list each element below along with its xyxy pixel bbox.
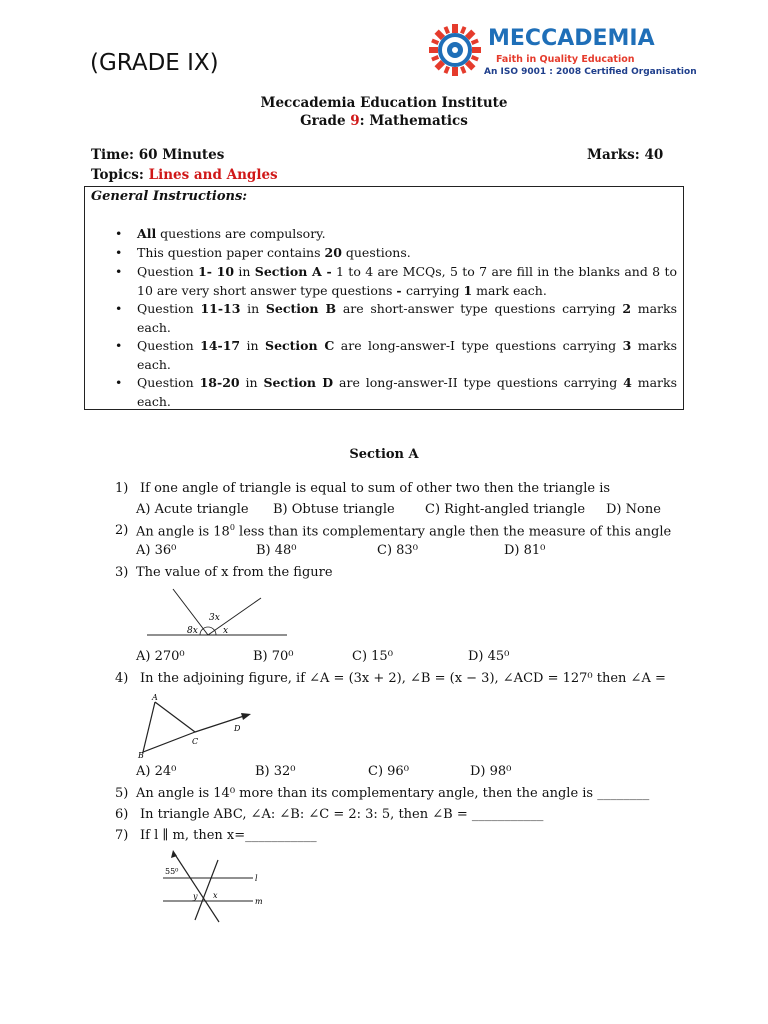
text: in — [234, 264, 255, 279]
bold-text: Section D — [263, 375, 334, 390]
bold-text: 1 — [463, 282, 473, 298]
topics-line — [91, 167, 278, 183]
bold-text: 14-17 — [200, 338, 241, 353]
subject-line — [0, 113, 768, 129]
label-x: x — [223, 626, 229, 636]
label-l: l — [255, 874, 258, 883]
option-b: B) 32⁰ — [255, 764, 296, 779]
instruction-item — [115, 374, 677, 411]
label-m: m — [255, 897, 263, 906]
label-55: 55⁰ — [165, 867, 179, 876]
label-c: C — [192, 737, 199, 746]
text: in — [240, 338, 266, 353]
question-number: 6) — [115, 807, 129, 822]
subject-grade: 9 — [350, 113, 360, 129]
text: questions are compulsory. — [156, 226, 326, 241]
q3-figure — [145, 585, 290, 640]
bold-text: All — [137, 226, 157, 241]
text: are short-answer type questions carrying — [336, 301, 623, 316]
question-number: 5) — [115, 786, 129, 801]
label-3x: 3x — [209, 613, 220, 623]
marks-label: Marks: 40 — [587, 147, 664, 163]
label-y: y — [193, 892, 198, 901]
text: An angle is 18 — [136, 524, 230, 540]
bullet-icon: • — [115, 301, 123, 316]
label-8x: 8x — [187, 626, 198, 636]
instructions-box — [84, 186, 684, 410]
subject-prefix: Grade — [300, 113, 351, 129]
transversal-1 — [174, 853, 219, 922]
text: Question — [137, 338, 201, 353]
option-a: A) 36⁰ — [136, 543, 177, 558]
label-a: A — [152, 693, 158, 702]
bullet-icon: • — [115, 226, 123, 241]
question-text — [136, 523, 671, 539]
question-number: 7) — [115, 828, 129, 843]
question-text: In triangle ABC, ∠A: ∠B: ∠C = 2: 3: 5, then ∠B = ___________ — [140, 807, 544, 822]
option-c: C) 96⁰ — [368, 764, 409, 779]
bold-text: Section C — [265, 338, 335, 353]
text: This question paper contains — [137, 245, 325, 260]
text: marks each. — [137, 375, 677, 409]
text: mark each. — [472, 282, 547, 298]
option-b: B) Obtuse triangle — [273, 502, 395, 517]
instruction-item — [115, 244, 677, 263]
option-a: A) Acute triangle — [136, 502, 249, 517]
bullet-icon: • — [115, 245, 123, 260]
question-number: 4) — [115, 671, 129, 686]
label-d: D — [234, 724, 241, 733]
option-a: A) 24⁰ — [136, 764, 177, 779]
option-c: C) Right-angled triangle — [425, 502, 586, 517]
institute-name: Meccademia Education Institute — [260, 95, 508, 111]
meccademia-logo — [428, 16, 697, 86]
instruction-item — [115, 263, 678, 300]
option-d: D) 81⁰ — [504, 543, 546, 558]
bullet-icon: • — [115, 375, 123, 390]
arrow-head-icon — [241, 713, 251, 720]
text: marks each. — [137, 338, 678, 372]
question-number: 3) — [115, 565, 129, 580]
logo-name: MECCADEMIA — [488, 26, 655, 51]
text: 1 to 4 are MCQs, 5 to 7 are fill in the blanks and 8 to 10 are very short answer type questions — [137, 264, 678, 298]
text: Question — [137, 264, 199, 279]
label-x: x — [213, 891, 218, 900]
q7-figure — [155, 850, 265, 925]
question-text: An angle is 14⁰ more than its complementary angle, then the angle is ________ — [136, 786, 650, 801]
option-c: C) 15⁰ — [352, 649, 393, 664]
bold-text: 20 — [324, 245, 342, 260]
bold-text: 3 — [622, 338, 632, 353]
option-d: D) 45⁰ — [468, 649, 510, 664]
question-text: In the adjoining figure, if ∠A = (3x + 2), ∠B = (x − 3), ∠ACD = 127⁰ then ∠A = — [140, 671, 666, 686]
logo-iso: An ISO 9001 : 2008 Certified Organisation — [484, 67, 697, 77]
text: are long-answer-I type questions carrying — [334, 338, 623, 353]
text: Question — [137, 375, 200, 390]
text: questions. — [341, 245, 411, 260]
text: marks each. — [137, 301, 678, 335]
bold-text: 2 — [622, 301, 632, 316]
option-b: B) 70⁰ — [253, 649, 294, 664]
question-text: If one angle of triangle is equal to sum of other two then the triangle is — [140, 481, 611, 496]
question-text: The value of x from the figure — [136, 565, 333, 580]
topics-value: Lines and Angles — [148, 167, 278, 183]
subject-suffix: : Mathematics — [359, 113, 468, 129]
text: less than its complementary angle then the measure of this angle — [234, 524, 672, 540]
time-label: Time: 60 Minutes — [91, 147, 225, 163]
superscript: 0 — [229, 523, 235, 532]
bold-text: Section A - — [254, 264, 332, 279]
question-number: 1) — [115, 481, 129, 496]
option-d: D) None — [606, 502, 661, 517]
text: Question — [137, 301, 201, 316]
option-d: D) 98⁰ — [470, 764, 512, 779]
topics-label: Topics: — [91, 167, 149, 183]
text: carrying — [405, 282, 464, 298]
bold-text: 4 — [623, 375, 632, 390]
instruction-item — [115, 300, 678, 337]
bold-text: - — [396, 282, 406, 298]
bold-text: 11-13 — [200, 301, 241, 316]
instructions-title: General Instructions: — [91, 189, 248, 204]
label-b: B — [138, 751, 144, 758]
q4-figure — [135, 692, 260, 758]
option-b: B) 48⁰ — [256, 543, 297, 558]
bullet-icon: • — [115, 264, 123, 279]
bold-text: 18-20 — [199, 375, 240, 390]
option-a: A) 270⁰ — [136, 649, 185, 664]
instruction-item — [115, 337, 678, 374]
gear-logo-icon — [428, 22, 484, 82]
bold-text: Section B — [265, 301, 337, 316]
section-a-title: Section A — [349, 447, 419, 462]
bold-text: 1- 10 — [198, 264, 235, 279]
grade-title: (GRADE IX) — [90, 50, 219, 76]
text: in — [240, 301, 266, 316]
option-c: C) 83⁰ — [377, 543, 418, 558]
logo-tagline: Faith in Quality Education — [496, 54, 635, 65]
question-text: If l ∥ m, then x=___________ — [140, 828, 317, 843]
bullet-icon: • — [115, 338, 123, 353]
instruction-item — [115, 225, 677, 244]
text: are long-answer-II type questions carrying — [333, 375, 624, 390]
triangle — [143, 702, 195, 752]
text: in — [239, 375, 264, 390]
question-number: 2) — [115, 523, 129, 538]
